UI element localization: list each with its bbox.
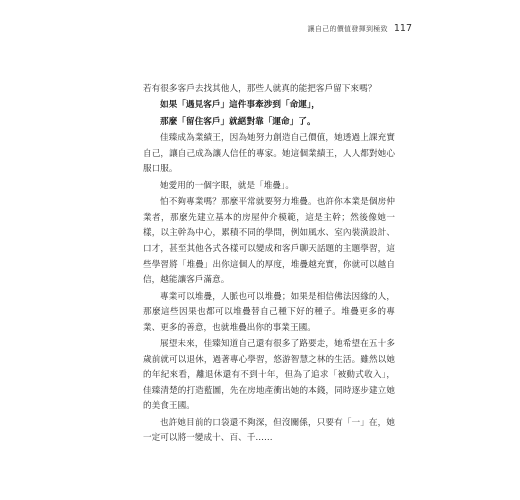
paragraph: 她愛用的一個字眼，就是「堆疊」。 (160, 180, 295, 191)
emphasis-line: 那麼「留住客戶」就絕對靠「運命」了。 (160, 116, 316, 127)
page-number: 117 (393, 23, 412, 34)
chapter-title: 讓自己的價值發揮到極致 (307, 25, 388, 33)
body-text (143, 82, 395, 448)
paragraph: 專業可以堆疊，人脈也可以堆疊；如果是相信佛法因緣的人，那麼這些因果也都可以堆疊替自己種下好的種子。堆疊更多的專業、更多的善意，也就堆疊出你的事業王國。 (143, 291, 395, 333)
paragraph: 怕不夠專業嗎？那麼平常就要努力堆疊。也許你本業是個房仲業者，那麼先建立基本的房屋仲介模範，這是主幹；然後像她一樣，以主幹為中心，累積不同的學問，例如風水、室內裝潢設計、口才，甚至其他各式各樣可以變成和客戶聊天話題的主題學習，這些學習將「堆疊」出你這個人的厚度，堆疊越充實，你就可以越自信，越能讓客戶滿意。 (143, 197, 395, 286)
emphasis-line: 如果「遇見客戶」這件事牽涉到「命運」， (160, 100, 320, 111)
running-header (308, 23, 412, 34)
paragraph: 若有很多客戶去找其他人，那些人就真的能把客戶留下來嗎？ (143, 84, 377, 94)
paragraph: 佳臻成為業績王，因為她努力創造自己價值，她透過上課充實自己，讓自己成為讓人信任的專家。她這個業績王，人人都對她心服口服。 (143, 133, 395, 175)
paragraph: 也許她目前的口袋還不夠深，但沒關係，只要有「一」在，她一定可以將一變成十、百、千…… (143, 417, 395, 444)
paragraph: 展望未來，佳臻知道自己還有很多了路要走，她希望在五十多歲前就可以退休，過著專心學習，悠游智慧之林的生活。雖然以她的年紀來看，離退休還有不到十年，但為了追求「被動式收入」，佳臻清楚的打造藍圖，先在房地產衝出她的本錢，同時逐步建立她的美食王國。 (143, 339, 395, 412)
